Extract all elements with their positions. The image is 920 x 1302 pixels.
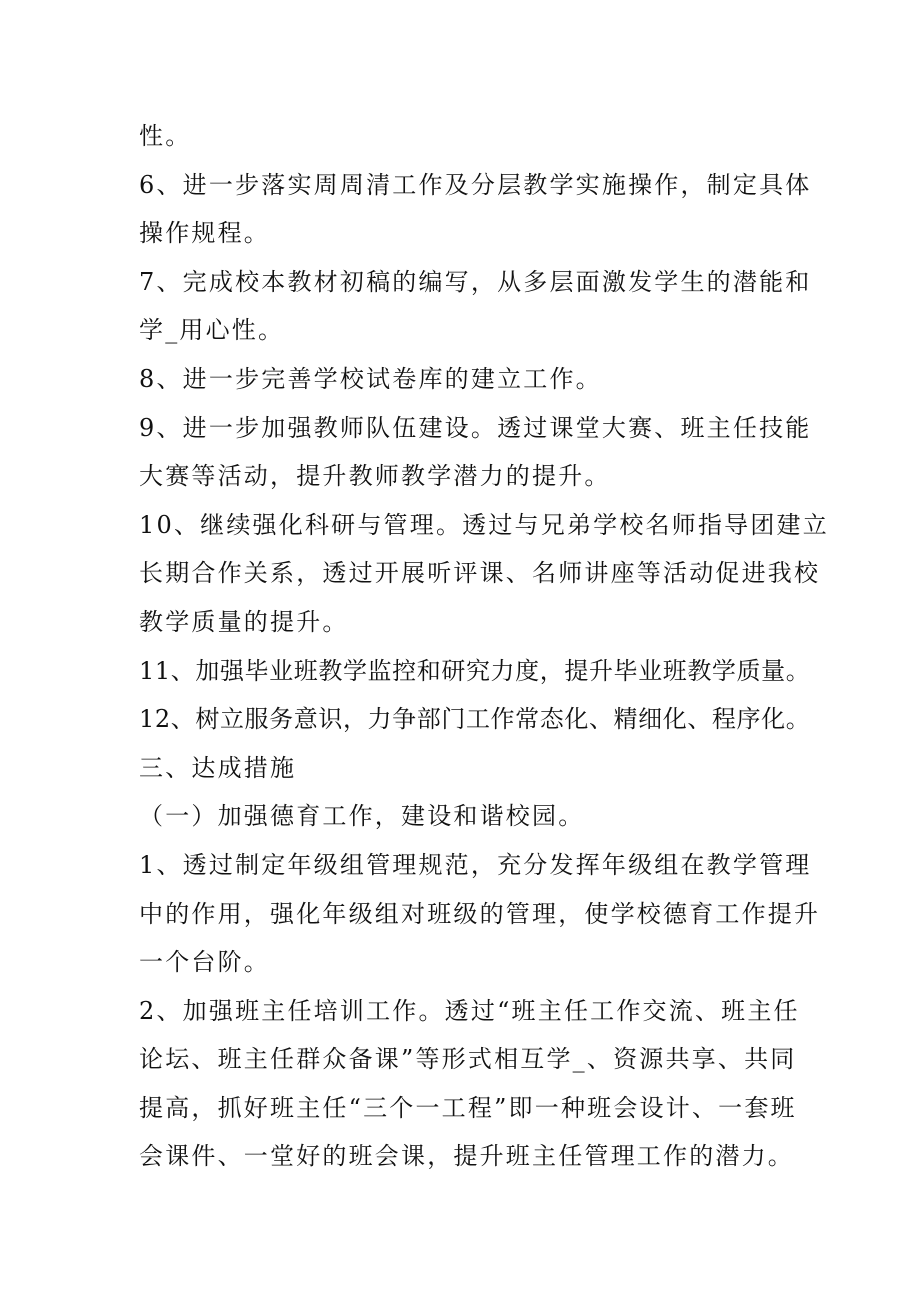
text-line-item-8: 8、进一步完善学校试卷库的建立工作。 [139,364,602,393]
text-line-item-10-cont: 长期合作关系，透过开展听评课、名师讲座等活动促进我校 [139,559,821,588]
text-line-item-7: 7、完成校本教材初稿的编写，从多层面激发学生的潜能和 [139,267,812,296]
text-line-item-6: 6、进一步落实周周清工作及分层教学实施操作，制定具体 [139,170,812,199]
text-line-item-10: 10、继续强化科研与管理。透过与兄弟学校名师指导团建立 [139,510,829,539]
text-line-measure-2-cont: 论坛、班主任群众备课”等形式相互学_、资源共享、共同 [139,1045,797,1074]
text-line-measure-2-cont3: 会课件、一堂好的班会课，提升班主任管理工作的潜力。 [139,1142,794,1171]
text-line-measure-1-cont: 中的作用，强化年级组对班级的管理，使学校德育工作提升 [139,899,821,928]
text-line-item-12: 12、树立服务意识，力争部门工作常态化、精细化、程序化。 [139,705,811,734]
text-line-measure-2: 2、加强班主任培训工作。透过“班主任工作交流、班主任 [139,996,800,1025]
section-heading-measures: 三、达成措施 [139,753,297,782]
text-line-measure-2-cont2: 提高，抓好班主任“三个一工程”即一种班会设计、一套班 [139,1093,797,1122]
text-line-measure-1-cont2: 一个台阶。 [139,948,270,977]
body-text [139,112,829,1181]
text-line-item-11: 11、加强毕业班教学监控和研究力度，提升毕业班教学质量。 [139,656,811,685]
text-line-continuation: 性。 [139,122,192,150]
text-line-item-10-cont2: 教学质量的提升。 [139,607,349,636]
text-line-item-7-cont: 学_用心性。 [139,316,285,345]
text-line-item-6-cont: 操作规程。 [139,219,270,248]
text-line-item-9-cont: 大赛等活动，提升教师教学潜力的提升。 [139,462,611,491]
text-line-item-9: 9、进一步加强教师队伍建设。透过课堂大赛、班主任技能 [139,413,812,442]
subsection-heading-moral-education: （一）加强德育工作，建设和谐校园。 [139,802,585,831]
text-line-measure-1: 1、透过制定年级组管理规范，充分发挥年级组在教学管理 [139,850,812,879]
